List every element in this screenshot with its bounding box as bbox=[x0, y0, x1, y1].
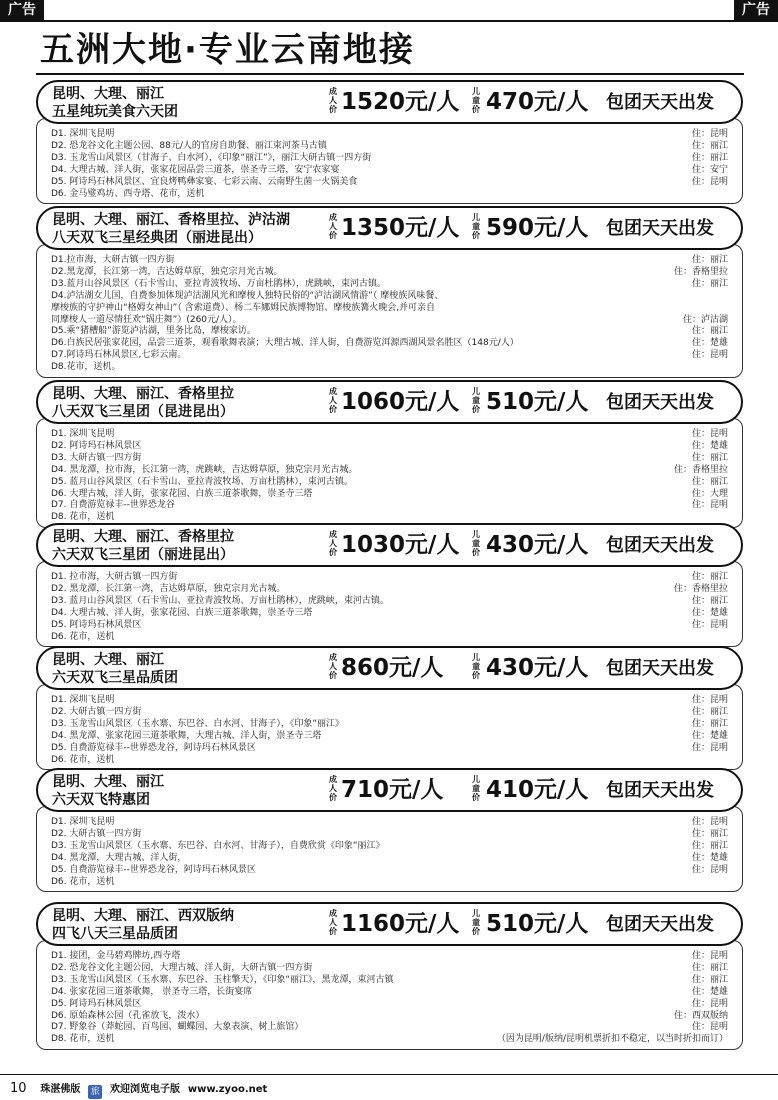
itinerary-day bbox=[51, 987, 734, 999]
overnight-location: 住：香格里拉 bbox=[673, 583, 728, 594]
adult-price: 860元/人 bbox=[341, 655, 444, 681]
adult-price-label: 成人价 bbox=[329, 87, 337, 114]
day-description: 摩梭族的守护神山“格姆女神山”（ 含索道费）、杨二车娜姆民族博物馆、摩梭族篝火晚会,并可亲自 bbox=[51, 302, 436, 313]
route-title bbox=[52, 528, 322, 564]
overnight-location: 住：香格里拉 bbox=[673, 464, 728, 475]
itinerary-day bbox=[51, 500, 734, 512]
itinerary bbox=[36, 118, 743, 204]
itinerary-day bbox=[51, 453, 734, 465]
overnight-location: 住：丽江 bbox=[691, 255, 728, 265]
day-description: D2.黑龙潭，长江第一湾，吉达姆草原，独克宗月光古城。 bbox=[51, 266, 283, 277]
overnight-location: （因为昆明/版纳/昆明机票折扣不稳定，以当时折扣而订） bbox=[496, 1034, 728, 1045]
itinerary-day bbox=[51, 817, 734, 829]
itinerary-day bbox=[51, 707, 734, 719]
website-link[interactable]: www.zyoo.net bbox=[187, 1084, 268, 1095]
overnight-location: 住：昆明 bbox=[691, 350, 728, 361]
adult-price-label: 成人价 bbox=[329, 387, 337, 414]
daily-departure: 包团天天出发 bbox=[606, 914, 714, 935]
route-title bbox=[52, 907, 322, 943]
ad-label-right: 广告 bbox=[734, 0, 778, 21]
tour-header bbox=[36, 206, 743, 250]
child-price-label: 儿童价 bbox=[472, 909, 480, 936]
route-destinations: 昆明、大理、丽江、西双版纳 bbox=[52, 908, 234, 924]
itinerary-day bbox=[51, 1034, 734, 1046]
child-price-label: 儿童价 bbox=[472, 87, 480, 114]
adult-price: 1030元/人 bbox=[341, 532, 460, 558]
route-title bbox=[52, 651, 322, 687]
overnight-location: 住：大理 bbox=[691, 488, 728, 499]
route-title bbox=[52, 211, 322, 247]
tour-section bbox=[36, 768, 743, 892]
route-destinations: 昆明、大理、丽江 bbox=[52, 652, 164, 668]
tour-header bbox=[36, 380, 743, 424]
itinerary-day bbox=[51, 429, 734, 441]
day-description: D2. 恐龙谷文化主题公园，大理古城、洋人街，大研古镇一四方街 bbox=[51, 962, 313, 973]
itinerary-day bbox=[51, 829, 734, 841]
overnight-location: 住：丽江 bbox=[691, 828, 728, 839]
day-description: D5. 自费游览禄丰--世界恐龙谷，阿诗玛石林风景区 bbox=[51, 742, 256, 753]
itinerary-day bbox=[51, 719, 734, 731]
tour-section bbox=[36, 80, 743, 204]
day-description: D1. 深圳飞昆明 bbox=[51, 429, 115, 439]
itinerary-day bbox=[51, 153, 734, 165]
tour-section bbox=[36, 206, 743, 378]
day-description: D6. 金马璧鸡坊、西寺塔、花市，送机 bbox=[51, 188, 205, 199]
overnight-location: 住：丽江 bbox=[691, 140, 728, 151]
adult-price-label: 成人价 bbox=[329, 775, 337, 802]
route-destinations: 昆明、大理、丽江 bbox=[52, 774, 164, 790]
itinerary-day bbox=[51, 999, 734, 1011]
itinerary-day bbox=[51, 141, 734, 153]
day-description: D1. 深圳飞昆明 bbox=[51, 817, 115, 827]
itinerary-day bbox=[51, 572, 734, 584]
overnight-location: 住：西双版纳 bbox=[673, 1010, 728, 1021]
overnight-location: 住：昆明 bbox=[691, 619, 728, 630]
route-destinations: 昆明、大理、丽江、香格里拉 bbox=[52, 386, 234, 402]
day-description: D2. 黑龙潭，长江第一湾，吉达姆草原，独克宗月光古城。 bbox=[51, 583, 286, 594]
day-description: D3. 大研古镇一四方街 bbox=[51, 452, 142, 463]
overnight-location: 住：安宁 bbox=[691, 164, 728, 175]
day-description: 同摩梭人一道尽情狂欢“锅庄舞”）(260元/人）。 bbox=[51, 314, 242, 325]
tour-name: 八天双飞三星团（昆进昆出） bbox=[52, 404, 234, 420]
itinerary-day bbox=[51, 255, 734, 267]
itinerary bbox=[36, 244, 743, 378]
day-description: D4.泸沽湖女儿国，自费参加体现泸沽湖风光和摩梭人独特民俗的“泸沽湖风情游”（ 摩梭族风味餐、 bbox=[51, 290, 444, 301]
day-description: D3. 玉龙雪山风景区（玉水寨、东巴谷、白水河、甘海子），《印象“丽江》 bbox=[51, 718, 345, 729]
itinerary-day bbox=[51, 731, 734, 743]
route-title bbox=[52, 85, 322, 121]
overnight-location: 住：楚雄 bbox=[691, 440, 728, 451]
overnight-location: 住：楚雄 bbox=[691, 730, 728, 741]
day-description: D5. 阿诗玛石林风景区 bbox=[51, 998, 142, 1009]
itinerary bbox=[36, 418, 743, 528]
adult-price: 710元/人 bbox=[341, 777, 444, 803]
day-description: D6.白族民居张家花园，品尝三道茶，观看歌舞表演；大理古城、洋人街，自费游览洱源西湖风景名胜区（148元/人） bbox=[51, 338, 519, 349]
tour-header bbox=[36, 80, 743, 124]
bottom-rule bbox=[0, 1074, 778, 1075]
adult-price: 1160元/人 bbox=[341, 911, 460, 937]
daily-departure: 包团天天出发 bbox=[606, 392, 714, 413]
itinerary-day bbox=[51, 477, 734, 489]
overnight-location: 住：昆明 bbox=[691, 695, 728, 705]
itinerary-day bbox=[51, 1011, 734, 1023]
tour-section bbox=[36, 380, 743, 528]
itinerary-day bbox=[51, 338, 734, 350]
adult-price-label: 成人价 bbox=[329, 213, 337, 240]
adult-price-label: 成人价 bbox=[329, 653, 337, 680]
tour-name: 六天双飞三星品质团 bbox=[52, 670, 178, 686]
child-price-label: 儿童价 bbox=[472, 775, 480, 802]
child-price: 410元/人 bbox=[486, 777, 589, 803]
overnight-location: 住：丽江 bbox=[691, 326, 728, 337]
adult-price: 1060元/人 bbox=[341, 389, 460, 415]
day-description: D6. 花市，送机 bbox=[51, 754, 115, 765]
overnight-location: 住：丽江 bbox=[691, 595, 728, 606]
day-description: D6. 花市，送机 bbox=[51, 631, 115, 642]
overnight-location: 住：昆明 bbox=[691, 1022, 728, 1033]
itinerary-day bbox=[51, 596, 734, 608]
itinerary-day bbox=[51, 951, 734, 963]
overnight-location: 住：丽江 bbox=[691, 962, 728, 973]
itinerary-day bbox=[51, 326, 734, 338]
overnight-location: 住：丽江 bbox=[691, 974, 728, 985]
day-description: D1. 拉市海，大研古镇一四方街 bbox=[51, 572, 178, 582]
day-description: D5. 阿诗玛石林风景区 bbox=[51, 619, 142, 630]
child-price: 430元/人 bbox=[486, 655, 589, 681]
day-description: D1. 接团，金马碧鸡牌坊,西寺塔 bbox=[51, 951, 181, 961]
child-price: 510元/人 bbox=[486, 389, 589, 415]
day-description: D7. 自费游览禄丰--世界恐龙谷 bbox=[51, 500, 175, 511]
day-description: D5.乘“猪槽船”游览泸沽湖，里务比岛，摩梭家访。 bbox=[51, 326, 256, 337]
day-description: D2. 恐龙谷文化主题公园、88元/人的官房自助餐、丽江束河茶马古镇 bbox=[51, 140, 327, 151]
child-price-label: 儿童价 bbox=[472, 653, 480, 680]
day-description: D1.拉市海，大研古镇一四方街 bbox=[51, 255, 175, 265]
overnight-location: 住：昆明 bbox=[691, 500, 728, 511]
route-destinations: 昆明、大理、丽江 bbox=[52, 86, 164, 102]
itinerary-day bbox=[51, 362, 734, 374]
day-description: D8.花市，送机。 bbox=[51, 362, 121, 373]
itinerary-day bbox=[51, 489, 734, 501]
tour-header bbox=[36, 523, 743, 567]
overnight-location: 住：香格里拉 bbox=[673, 266, 728, 277]
itinerary-day bbox=[51, 963, 734, 975]
child-price: 430元/人 bbox=[486, 532, 589, 558]
route-destinations: 昆明、大理、丽江、香格里拉、泸沽湖 bbox=[52, 212, 290, 228]
day-description: D3. 玉龙雪山风景区（玉水寨、东巴谷、白水河、甘海子），自费欣赏《印象“丽江》 bbox=[51, 840, 385, 851]
day-description: D7.阿诗玛石林风景区,七彩云南。 bbox=[51, 350, 187, 361]
tour-header bbox=[36, 646, 743, 690]
child-price-label: 儿童价 bbox=[472, 213, 480, 240]
tour-section bbox=[36, 902, 743, 1050]
child-price: 470元/人 bbox=[486, 89, 589, 115]
itinerary-day bbox=[51, 291, 734, 303]
overnight-location: 住：丽江 bbox=[691, 152, 728, 163]
tour-name: 五星纯玩美食六天团 bbox=[52, 104, 178, 120]
itinerary-day bbox=[51, 177, 734, 189]
child-price-label: 儿童价 bbox=[472, 530, 480, 557]
tour-section bbox=[36, 646, 743, 770]
day-description: D3. 玉龙雪山风景区（玉水寨、东巴谷、玉柱擎天），《印象“丽江》，黑龙潭，束河古镇 bbox=[51, 974, 394, 985]
overnight-location: 住：昆明 bbox=[691, 864, 728, 875]
itinerary-day bbox=[51, 608, 734, 620]
day-description: D8. 花市，送机 bbox=[51, 1034, 115, 1045]
child-price: 510元/人 bbox=[486, 911, 589, 937]
overnight-location: 住：楚雄 bbox=[691, 852, 728, 863]
itinerary-day bbox=[51, 1022, 734, 1034]
day-description: D5. 阿诗玛石林风景区、宜良烤鸭彝家宴、七彩云南、云南野生菌一火锅美食 bbox=[51, 176, 358, 187]
tour-name: 八天双飞三星经典团（丽进昆出） bbox=[52, 230, 262, 246]
itinerary-day bbox=[51, 975, 734, 987]
day-description: D4. 黑龙潭，拉市海，长江第一湾，虎跳峡，吉达姆草原，独克宗月光古城。 bbox=[51, 464, 358, 475]
page-footer bbox=[10, 1080, 267, 1099]
itinerary-day bbox=[51, 441, 734, 453]
itinerary-day bbox=[51, 267, 734, 279]
tour-name: 六天双飞三星团（丽进昆出） bbox=[52, 547, 234, 563]
overnight-location: 住：泸沽湖 bbox=[682, 314, 728, 325]
day-description: D8. 花市，送机 bbox=[51, 512, 115, 523]
overnight-location: 住：楚雄 bbox=[691, 338, 728, 349]
adult-price: 1350元/人 bbox=[341, 215, 460, 241]
overnight-location: 住：昆明 bbox=[691, 742, 728, 753]
tour-name: 四飞八天三星品质团 bbox=[52, 926, 178, 942]
overnight-location: 住：丽江 bbox=[691, 278, 728, 289]
tour-section bbox=[36, 523, 743, 647]
itinerary-day bbox=[51, 877, 734, 889]
itinerary-day bbox=[51, 189, 734, 201]
overnight-location: 住：昆明 bbox=[691, 129, 728, 139]
itinerary bbox=[36, 561, 743, 647]
tour-header bbox=[36, 902, 743, 946]
daily-departure: 包团天天出发 bbox=[606, 780, 714, 801]
day-description: D1. 深圳飞昆明 bbox=[51, 695, 115, 705]
adult-price-label: 成人价 bbox=[329, 530, 337, 557]
overnight-location: 住：楚雄 bbox=[691, 607, 728, 618]
tour-name: 六天双飞特惠团 bbox=[52, 792, 150, 808]
day-description: D4. 张家花园三道茶歌舞， 崇圣寺三塔，长街宴席 bbox=[51, 986, 253, 997]
itinerary-day bbox=[51, 695, 734, 707]
day-description: D2. 阿诗玛石林风景区 bbox=[51, 440, 142, 451]
top-rule bbox=[0, 20, 778, 22]
day-description: D1. 深圳飞昆明 bbox=[51, 129, 115, 139]
daily-departure: 包团天天出发 bbox=[606, 658, 714, 679]
publisher-name: 珠湛佛版 bbox=[40, 1084, 81, 1095]
itinerary-day bbox=[51, 584, 734, 596]
itinerary bbox=[36, 940, 743, 1050]
overnight-location: 住：昆明 bbox=[691, 176, 728, 187]
day-description: D3. 蓝月山谷风景区（石卡雪山、亚拉青波牧场、万亩杜鹃林），虎跳峡，束河古镇。 bbox=[51, 595, 389, 606]
overnight-location: 住：丽江 bbox=[691, 452, 728, 463]
overnight-location: 住：昆明 bbox=[691, 951, 728, 961]
tour-header bbox=[36, 768, 743, 812]
itinerary-day bbox=[51, 620, 734, 632]
day-description: D6. 大理古城，洋人街，张家花园、白族三道茶歌舞，崇圣寺三塔 bbox=[51, 488, 313, 499]
page-title: 五洲大地·专业云南地接 bbox=[40, 30, 415, 70]
title-rule bbox=[36, 73, 744, 75]
day-description: D5. 自费游览禄丰--世界恐龙谷，阿诗玛石林风景区 bbox=[51, 864, 256, 875]
daily-departure: 包团天天出发 bbox=[606, 92, 714, 113]
day-description: D4. 黑龙潭，大理古城、洋人街， bbox=[51, 852, 187, 863]
route-destinations: 昆明、大理、丽江、香格里拉 bbox=[52, 529, 234, 545]
page-number: 10 bbox=[10, 1081, 27, 1096]
itinerary-day bbox=[51, 129, 734, 141]
itinerary-day bbox=[51, 841, 734, 853]
itinerary bbox=[36, 684, 743, 770]
overnight-location: 住：楚雄 bbox=[691, 986, 728, 997]
child-price: 590元/人 bbox=[486, 215, 589, 241]
daily-departure: 包团天天出发 bbox=[606, 218, 714, 239]
overnight-location: 住：丽江 bbox=[691, 718, 728, 729]
overnight-location: 住：丽江 bbox=[691, 476, 728, 487]
child-price-label: 儿童价 bbox=[472, 387, 480, 414]
itinerary-day bbox=[51, 303, 734, 315]
route-title bbox=[52, 385, 322, 421]
day-description: D3.蓝月山谷风景区（石卡雪山、亚拉青波牧场、万亩杜鹃林），虎跳峡，束河古镇。 bbox=[51, 278, 387, 289]
overnight-location: 住：丽江 bbox=[691, 572, 728, 582]
itinerary bbox=[36, 806, 743, 892]
itinerary-day bbox=[51, 465, 734, 477]
overnight-location: 住：昆明 bbox=[691, 998, 728, 1009]
browse-text: 欢迎浏览电子版 bbox=[110, 1084, 181, 1095]
day-description: D4. 大理古城、洋人街，张家花园、白族三道茶歌舞，崇圣寺三塔 bbox=[51, 607, 313, 618]
itinerary-day bbox=[51, 315, 734, 327]
day-description: D4. 大理古城、洋人街，张家花园品尝三道茶，崇圣寺三塔，安宁农家宴 bbox=[51, 164, 340, 175]
adult-price: 1520元/人 bbox=[341, 89, 460, 115]
day-description: D2. 大研古镇一四方街 bbox=[51, 828, 142, 839]
daily-departure: 包团天天出发 bbox=[606, 535, 714, 556]
itinerary-day bbox=[51, 743, 734, 755]
day-description: D3. 玉龙雪山风景区（甘海子、白水河），《印象“丽江”》，丽江大研古镇一四方街 bbox=[51, 152, 372, 163]
overnight-location: 住：丽江 bbox=[691, 706, 728, 717]
route-title bbox=[52, 773, 322, 809]
day-description: D6. 花市，送机 bbox=[51, 876, 115, 887]
overnight-location: 住：昆明 bbox=[691, 817, 728, 827]
itinerary-day bbox=[51, 865, 734, 877]
day-description: D2. 大研古镇一四方街 bbox=[51, 706, 142, 717]
day-description: D4. 黑龙潭、张家花园三道茶歌舞，大理古城、洋人街，崇圣寺三塔 bbox=[51, 730, 322, 741]
itinerary-day bbox=[51, 632, 734, 644]
itinerary-day bbox=[51, 165, 734, 177]
itinerary-day bbox=[51, 350, 734, 362]
itinerary-day bbox=[51, 279, 734, 291]
ad-label-left: 广告 bbox=[0, 0, 44, 21]
day-description: D6. 原始森林公园（孔雀放飞，泼水） bbox=[51, 1010, 205, 1021]
publisher-logo: 旅 bbox=[88, 1085, 102, 1099]
itinerary-day bbox=[51, 755, 734, 767]
itinerary-day bbox=[51, 853, 734, 865]
day-description: D5. 蓝月山谷风景区（石卡雪山、亚拉青波牧场、万亩杜鹃林），束河古镇。 bbox=[51, 476, 353, 487]
day-description: D7. 野象谷（莽蛇园、百鸟园、蝴蝶园、大象表演、树上旅馆） bbox=[51, 1022, 304, 1033]
overnight-location: 住：丽江 bbox=[691, 840, 728, 851]
adult-price-label: 成人价 bbox=[329, 909, 337, 936]
overnight-location: 住：昆明 bbox=[691, 429, 728, 439]
